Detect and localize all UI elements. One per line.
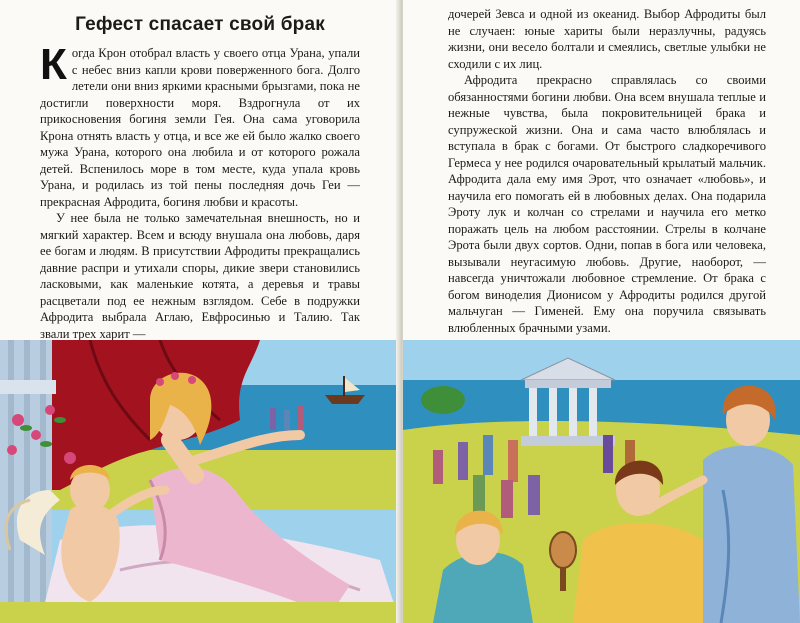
chapter-title: Гефест спасает свой брак	[75, 14, 325, 35]
paragraph-3: дочерей Зевса и одной из океанид. Выбор Афродиты был не случаен: юные хариты были неразлучны, радуясь жизни, они весело болтали и смеялись, светлые улыбки не сходили с их лиц.	[448, 7, 766, 71]
paragraph-4: Афродита прекрасно справлялась со своими обязанностями богини любви. Она всем внушала теплые и нежные чувства, была покровительницей брака и супружеской жизни. Она и сама часто влюблялась и вступала в брак с богами. От быстрого сладкоречивого Гермеса у нее родился очаровательный крылатый мальчик. Афродита дала ему имя Эрот, что означает «любовь», и научила его помогать ей в любовных делах. Она подарила Эроту лук и колчан со стрелами и научила его метко поражать цель на любом расстоянии. Стрелы в колчане Эрота были двух сортов. Одни, попав в бога или человека, вызывали неугасимую любовь. Другие, наоборот, — навсегда уничтожали любовное стремление. От брака с богом виноделия Дионисом у Афродиты родился другой мальчуган — Гименей. Ему она поручила связывать влюбленных брачными узами.	[448, 73, 766, 335]
paragraph-2: У нее была не только замечательная внешность, но и мягкий характер. Всем и всюду внушала она любовь, даря ее богам и людям. В присутствии Афродиты прекращались давние распри и утихали споры, дикие звери становились ласковыми, как маленькие котята, а деревья и травы расцветали под ее нежным взглядом. Себе в подружки Афродита выбрала Аглаю, Евфросинью и Талию. Так звали трех харит —	[40, 211, 360, 341]
illustration-aphrodite-reclining	[0, 340, 400, 623]
graces-scene-drawing	[403, 340, 800, 623]
left-page-text	[40, 40, 360, 342]
right-page-text	[448, 6, 766, 336]
drop-cap: К	[40, 40, 67, 89]
paragraph-1-text: огда Крон отобрал власть у своего отца Урана, упали с небес вниз капли крови поверженного бога. Долго летели они вниз яркими красными брызгами, пока не достигли поверхности моря. Вздрогнула от их прикосновения богиня земли Гея. Она сама уговорила Крона отнять власть у отца, и все же ей было жалко своего мужа Урана, которого она любила и от которого рожала детей. Вспенилось море в том месте, куда упала кровь Урана, и родилась из той пены последняя дочь Геи — прекрасная Афродита, богиня любви и красоты.	[40, 46, 360, 209]
right-page	[403, 0, 800, 623]
paragraph-1	[40, 40, 360, 210]
illustration-graces-dancing	[403, 340, 800, 623]
aphrodite-eros-drawing	[0, 340, 400, 623]
